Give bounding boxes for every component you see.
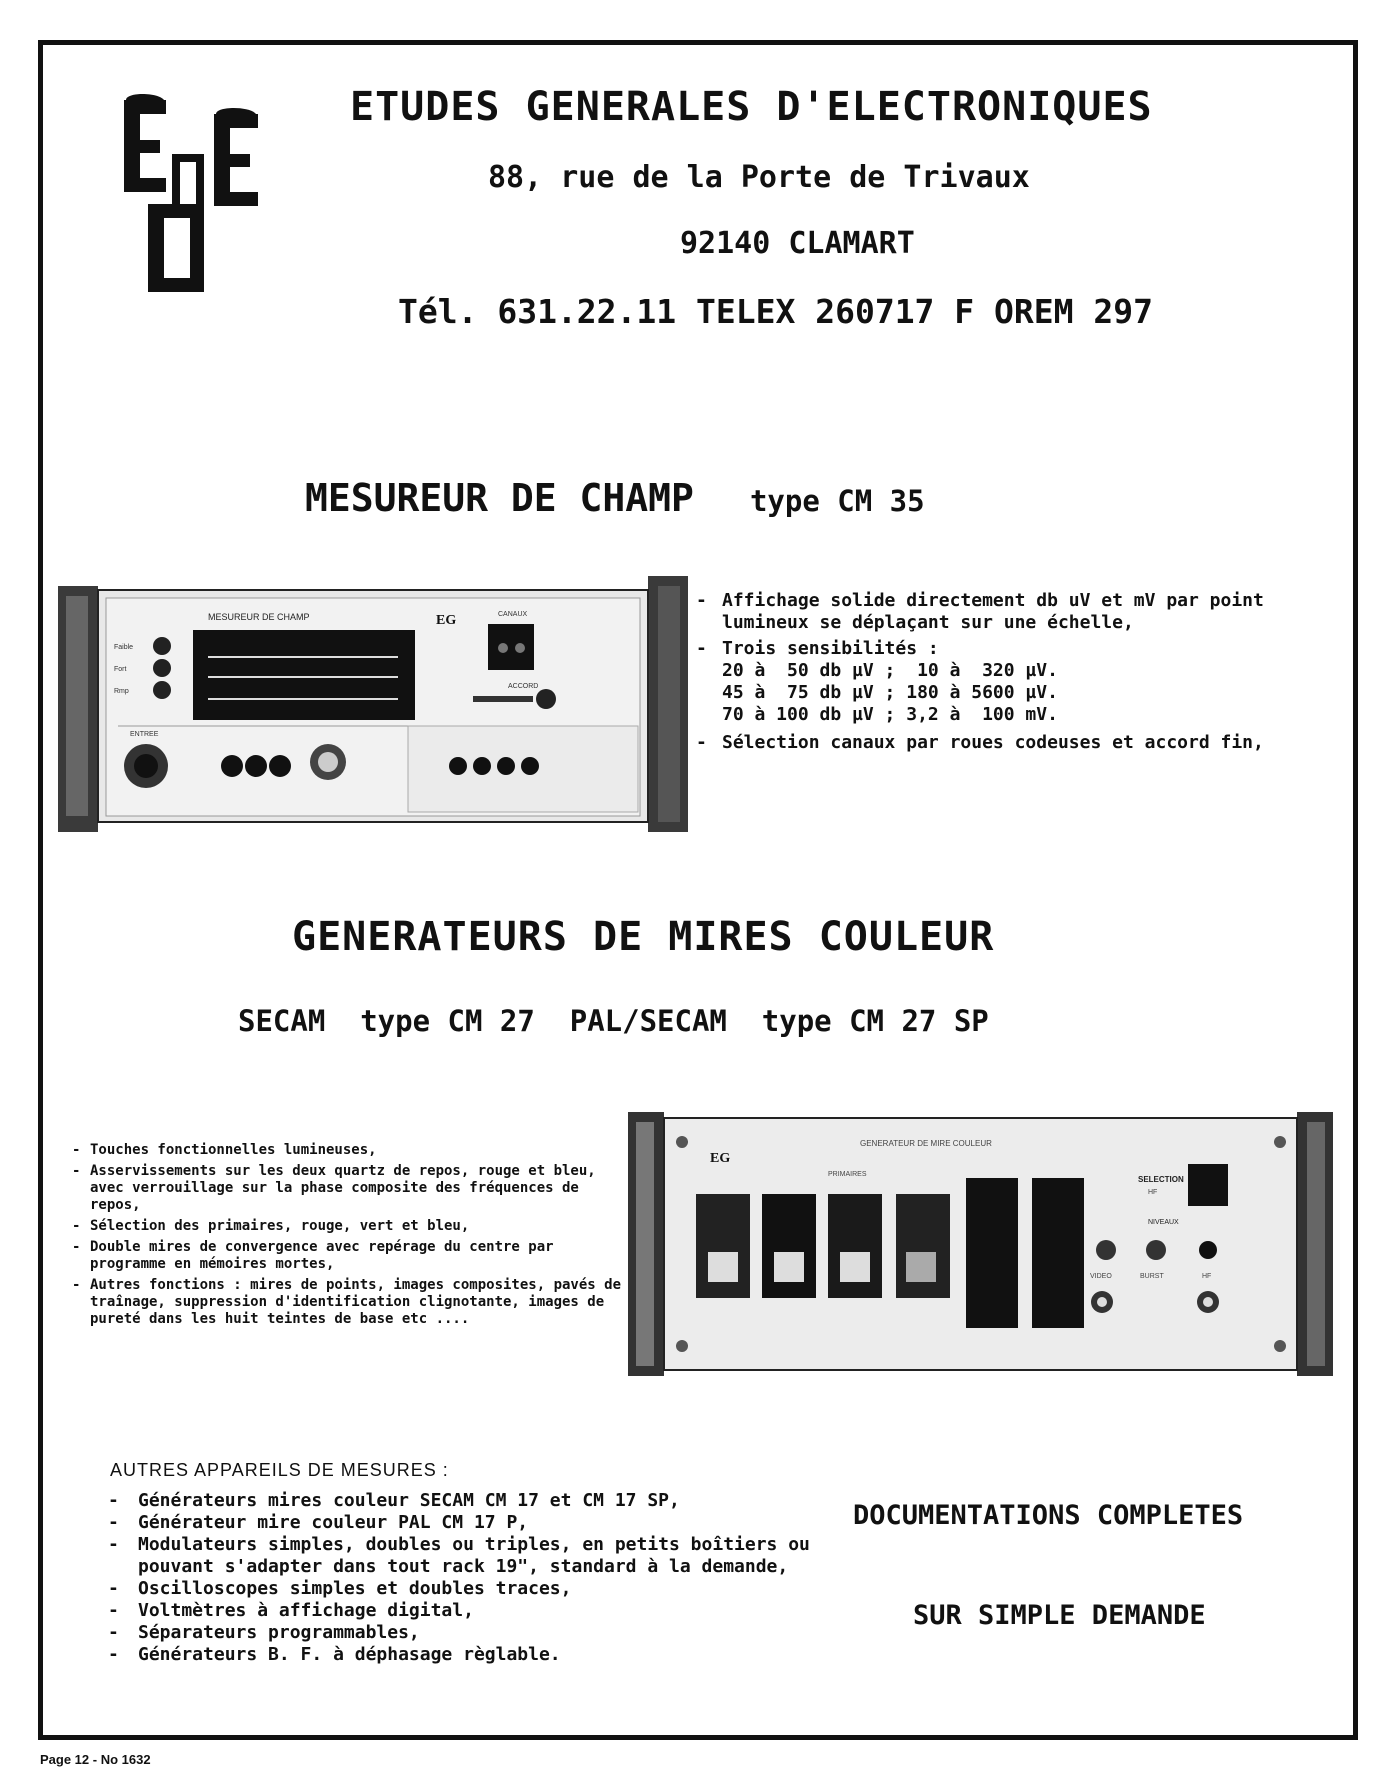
feature-item: - Sélection des primaires, rouge, vert et bleu, [70,1218,630,1235]
spec-line: 45 à 75 db µV ; 180 à 5600 µV. [722,682,1058,703]
spec-line: 20 à 50 db µV ; 10 à 320 µV. [722,660,1058,681]
company-street: 88, rue de la Porte de Trivaux [488,160,1030,195]
feature-item: - Touches fonctionnelles lumineuses, [70,1142,630,1159]
docs-line-2: SUR SIMPLE DEMANDE [913,1600,1206,1631]
company-city: 92140 CLAMART [680,226,915,261]
others-item: - Modulateurs simples, doubles ou triples, en petits boîtiers ou pouvant s'adapter dans tout rack 19", standard à la demande, [104,1534,844,1578]
product2-features [70,1142,630,1332]
product2-subtitle: SECAM type CM 27 PAL/SECAM type CM 27 SP [238,1004,989,1038]
selection-label: SELECTION [1138,1175,1184,1184]
feature-item: - Double mires de convergence avec repérage du centre par programme en mémoires mortes, [70,1239,630,1273]
others-heading: AUTRES APPAREILS DE MESURES : [110,1460,449,1480]
niveaux-label: NIVEAUX [1148,1219,1179,1226]
ege-logo [118,92,268,297]
burst-label: BURST [1140,1273,1164,1280]
feature-item: - Affichage solide directement db uV et mV par point lumineux se déplaçant sur une échelle, [692,590,1342,634]
feature-item: - Sélection canaux par roues codeuses et accord fin, [692,732,1342,754]
page-footer: Page 12 - No 1632 [40,1752,151,1767]
others-item: - Voltmètres à affichage digital, [104,1600,844,1622]
product2-title: GENERATEURS DE MIRES COULEUR [292,914,995,960]
feature-item: - Asservissements sur les deux quartz de repos, rouge et bleu, avec verrouillage sur la phase composite des fréquences de repos, [70,1163,630,1214]
feature-item: - Autres fonctions : mires de points, images composites, pavés de traînage, suppression d'identification clignotante, images de pureté dans les huit teintes de base etc .... [70,1277,630,1328]
pattern-generator-photo [628,1112,1333,1376]
entree-label: ENTREE [130,731,159,738]
canaux-label: CANAUX [498,611,528,618]
hf-label: HF [1148,1189,1158,1196]
gen-panel-label: GENERATEUR DE MIRE COULEUR [860,1139,992,1148]
primaires-label: PRIMAIRES [828,1171,867,1178]
accord-label: ACCORD [508,683,539,690]
others-item: - Oscilloscopes simples et doubles traces, [104,1578,844,1600]
field-meter-photo [58,576,688,832]
others-item: - Générateurs mires couleur SECAM CM 17 et CM 17 SP, [104,1490,844,1512]
product1-features [692,590,1342,754]
others-item: - Séparateurs programmables, [104,1622,844,1644]
others-item: - Générateurs B. F. à déphasage règlable. [104,1644,844,1666]
company-name: ETUDES GENERALES D'ELECTRONIQUES [350,84,1153,130]
docs-line-1: DOCUMENTATIONS COMPLETES [853,1500,1244,1531]
svg-text:EG: EG [710,1151,731,1166]
range-label-2: Fort [114,666,127,673]
product1-title [305,476,925,520]
others-list [104,1490,844,1666]
hf2-label: HF [1202,1273,1212,1280]
svg-text:EG: EG [436,613,457,628]
range-label-3: Rmp [114,688,129,695]
product1-type: type CM 35 [749,484,925,518]
feature-item: - Trois sensibilités : [692,638,1342,660]
company-phone: Tél. 631.22.11 TELEX 260717 F OREM 297 [398,292,1153,331]
video-label: VIDEO [1090,1273,1112,1280]
panel-label: MESUREUR DE CHAMP [208,612,310,622]
range-label-1: Faible [114,644,134,651]
others-item: - Générateur mire couleur PAL CM 17 P, [104,1512,844,1534]
spec-line: 70 à 100 db µV ; 3,2 à 100 mV. [722,704,1058,725]
product1-name: MESUREUR DE CHAMP [305,476,694,520]
